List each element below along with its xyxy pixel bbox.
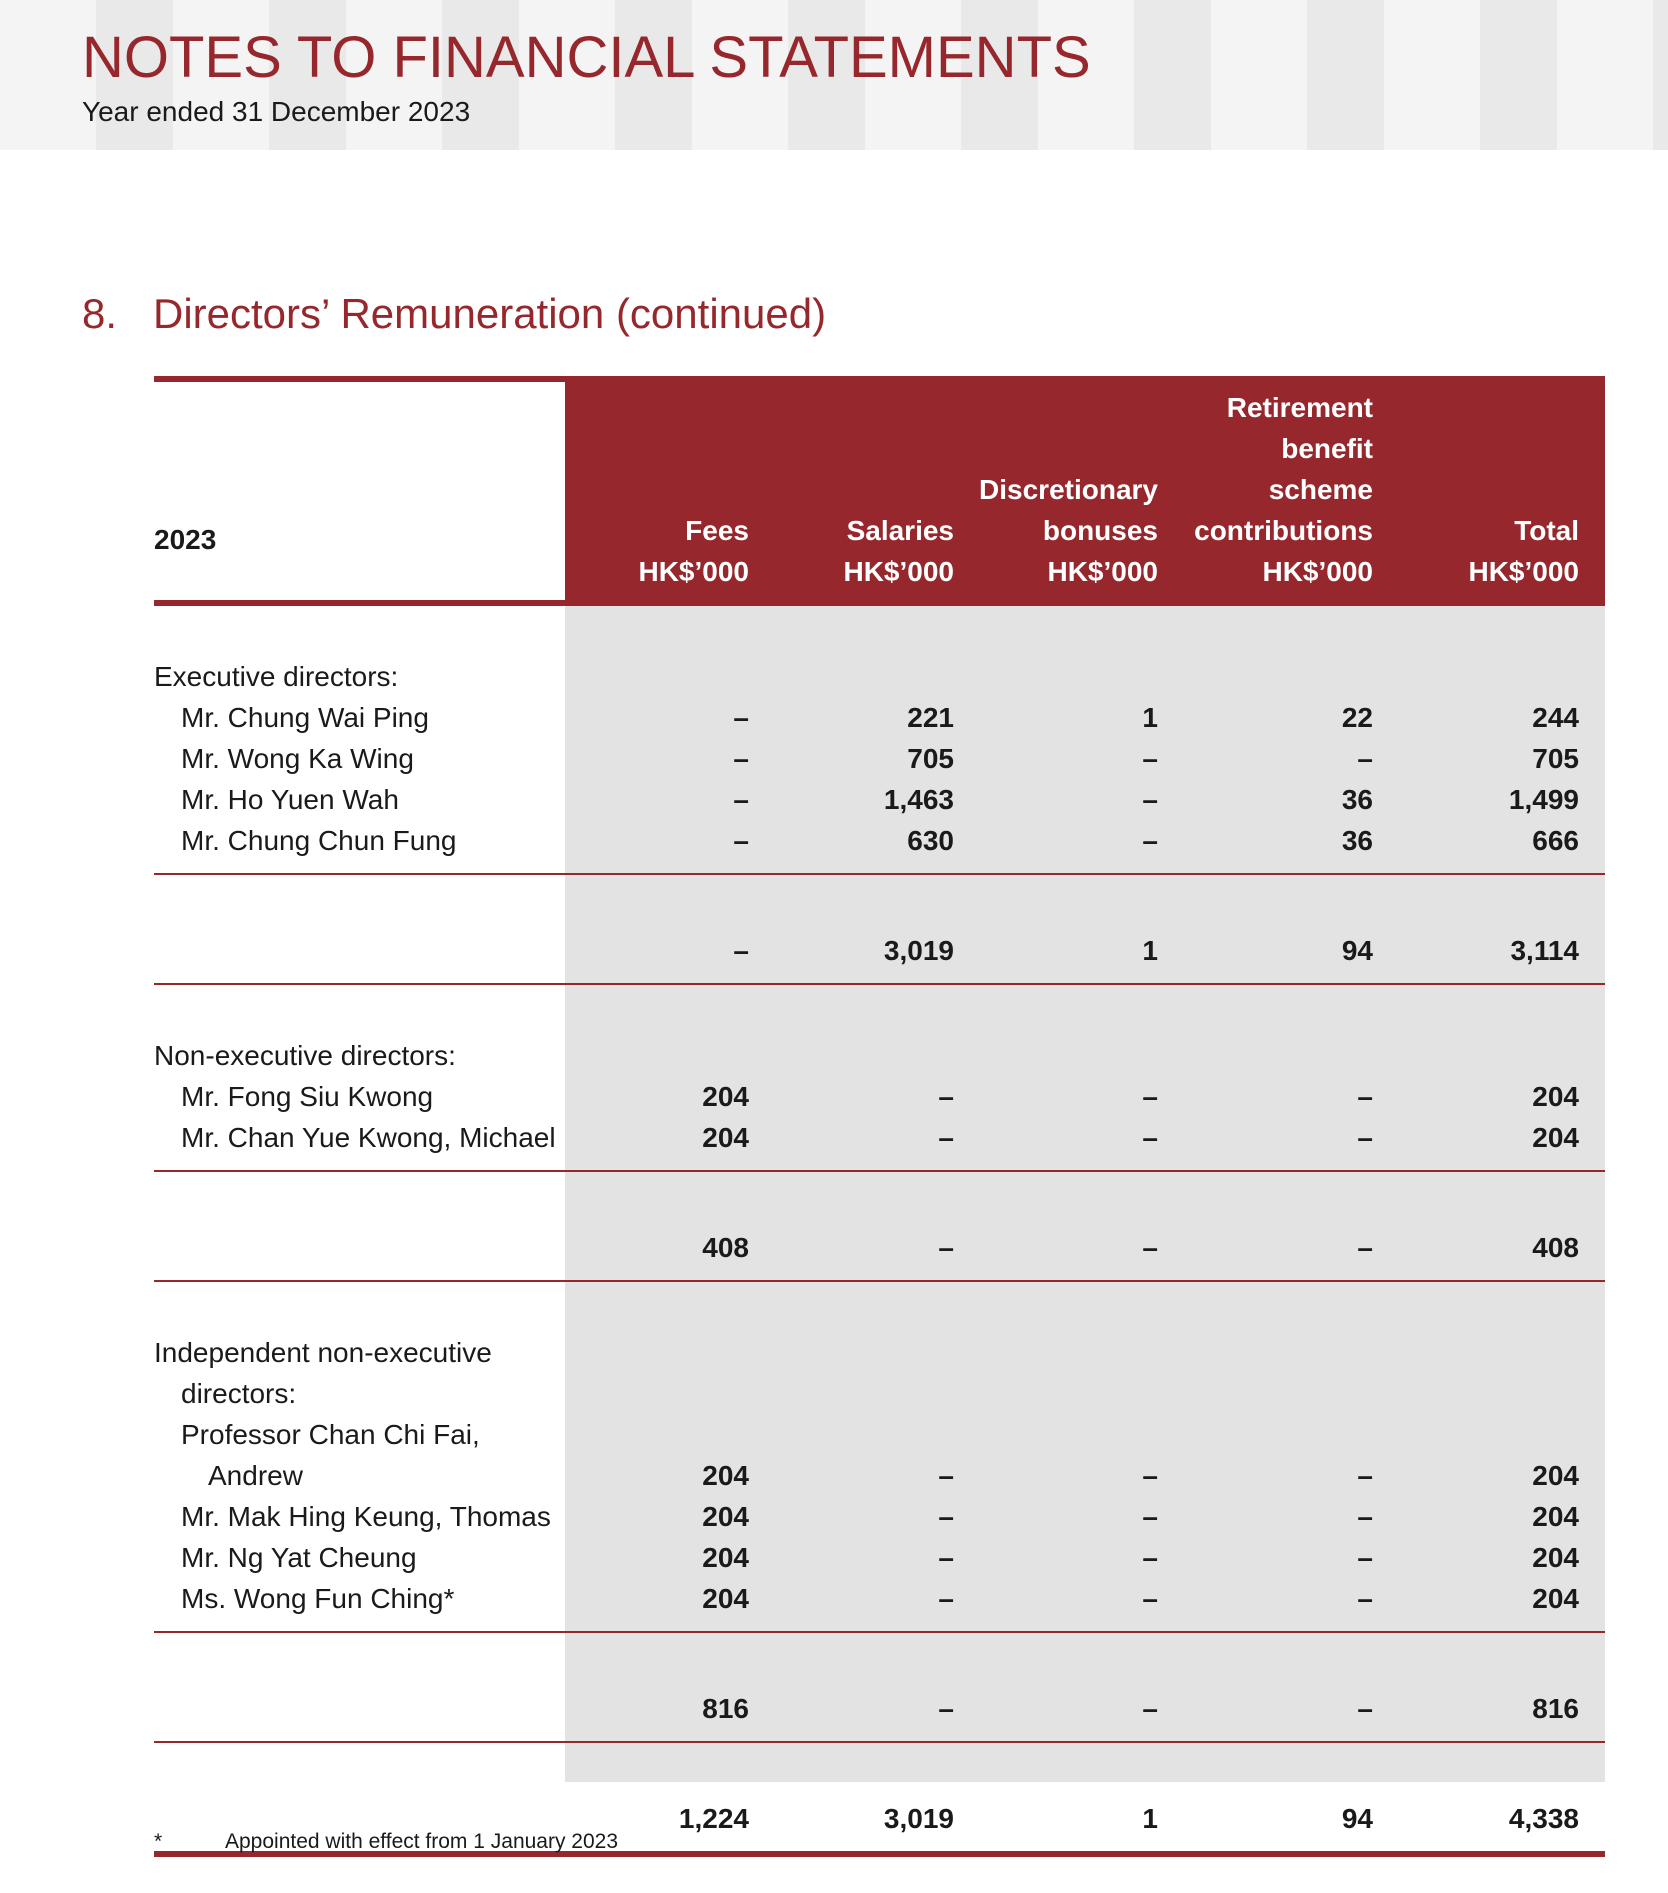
director-row [154,1076,1605,1117]
value-cell: – [733,784,749,815]
value-cell: 204 [702,1542,749,1573]
value-cell: – [1357,743,1373,774]
value-cell: 816 [702,1693,749,1724]
table-header [154,376,1605,606]
value-cell: – [1142,825,1158,856]
value-cell: – [1142,743,1158,774]
column-header-line: HK$’000 [638,556,749,587]
director-row [154,779,1605,820]
value-cell: 3,019 [883,935,954,966]
value-cell: – [938,1232,954,1263]
column-header-line: benefit [1281,433,1373,464]
value-cell: – [1142,1122,1158,1153]
spacer [154,971,1605,983]
value-cell: 204 [1532,1583,1579,1614]
value-cell: – [1142,1501,1158,1532]
value-cell: – [1142,1081,1158,1112]
group-label [154,1373,1605,1414]
spacer [154,1158,1605,1170]
spacer [154,1633,1605,1688]
table-year-label: 2023 [154,524,217,555]
column-header-salaries [843,510,954,592]
value-cell: – [938,1460,954,1491]
value-cell: – [938,1542,954,1573]
spacer [154,875,1605,930]
group-label [154,1332,1605,1373]
subtotal-row [154,1227,1605,1268]
value-cell: 204 [1532,1460,1579,1491]
value-cell: 705 [1532,743,1579,774]
value-cell: 705 [907,743,954,774]
column-header-line: Retirement [1226,392,1373,423]
spacer [154,861,1605,873]
value-cell: – [1357,1122,1373,1153]
value-cell: – [733,743,749,774]
value-cell: – [1357,1460,1373,1491]
value-cell: – [938,1583,954,1614]
value-cell: – [938,1501,954,1532]
column-header-bonuses [979,469,1158,592]
column-header-line: contributions [1194,515,1373,546]
director-row-text: Mr. Ng Yat Cheung [181,1542,417,1573]
director-row [154,738,1605,779]
value-cell: – [733,825,749,856]
spacer [154,985,1605,1035]
section-number: 8. [82,290,118,337]
value-cell: – [1357,1583,1373,1614]
spacer [154,1268,1605,1280]
value-cell: 204 [1532,1501,1579,1532]
director-row-text: Mr. Wong Ka Wing [181,743,414,774]
value-cell: 3,019 [883,1803,954,1834]
column-header-line: HK$’000 [1468,556,1579,587]
value-cell: 3,114 [1510,935,1579,966]
table-rule [154,1741,1605,1743]
director-row-text: Mr. Chan Yue Kwong, Michael [181,1122,556,1153]
column-header-line: Discretionary [979,474,1158,505]
value-cell: 1,224 [678,1803,749,1834]
value-cell: 630 [907,825,954,856]
director-row-text: Ms. Wong Fun Ching* [181,1583,455,1614]
spacer [154,1282,1605,1332]
group-label [154,656,1605,697]
director-row [154,697,1605,738]
column-header-fees [638,510,749,592]
value-cell: – [938,1122,954,1153]
value-cell: 4,338 [1508,1803,1579,1834]
value-cell: 204 [1532,1542,1579,1573]
value-cell: 816 [1532,1693,1579,1724]
column-header-line: scheme [1268,474,1373,505]
subtotal-row [154,1688,1605,1729]
value-cell: 204 [702,1460,749,1491]
group-label-text: directors: [181,1378,297,1409]
value-cell: 204 [1532,1081,1579,1112]
value-cell: 1 [1142,935,1158,966]
director-row-text: Mr. Mak Hing Keung, Thomas [181,1501,551,1532]
column-header-line: HK$’000 [843,556,954,587]
table-rule [154,983,1605,985]
director-row-text: Mr. Chung Chun Fung [181,825,457,856]
director-row-text: Professor Chan Chi Fai, [181,1419,480,1450]
value-cell: – [938,1693,954,1724]
value-cell: 204 [702,1081,749,1112]
director-row [154,1537,1605,1578]
table-rule [154,1280,1605,1282]
value-cell: – [1357,1542,1373,1573]
director-row-text: Mr. Ho Yuen Wah [181,784,399,815]
footnote [154,1830,618,1854]
director-row-text: Mr. Chung Wai Ping [181,702,429,733]
value-cell: – [1142,1460,1158,1491]
value-cell: – [1357,1081,1373,1112]
value-cell: 1,499 [1508,784,1579,815]
director-row-text: Andrew [208,1460,303,1491]
spacer [154,1743,1605,1798]
value-cell: 1 [1142,1803,1158,1834]
column-header-line: HK$’000 [1262,556,1373,587]
director-row [154,1578,1605,1619]
value-cell: 94 [1341,935,1373,966]
section-title: Directors’ Remuneration (continued) [153,290,827,337]
subtotal-row [154,930,1605,971]
value-cell: 1 [1142,702,1158,733]
footnote-mark: * [154,1830,163,1853]
value-cell: 244 [1532,702,1579,733]
director-row [154,1496,1605,1537]
value-cell: – [1357,1232,1373,1263]
value-cell: – [1142,1542,1158,1573]
value-cell: 204 [702,1501,749,1532]
value-cell: 204 [702,1583,749,1614]
value-cell: – [733,702,749,733]
director-row [154,1455,1605,1496]
table-rule [154,1631,1605,1633]
column-header-total [1468,510,1579,592]
value-cell: 666 [1532,825,1579,856]
group-label-text: Non-executive directors: [154,1040,456,1071]
value-cell: 1,463 [883,784,954,815]
value-cell: 204 [1532,1122,1579,1153]
column-header-line: Salaries [846,515,954,546]
value-cell: 94 [1341,1803,1373,1834]
spacer [154,1619,1605,1631]
document-title: NOTES TO FINANCIAL STATEMENTS [82,25,1091,90]
director-row-text: Mr. Fong Siu Kwong [181,1081,434,1112]
group-label-text: Executive directors: [154,661,399,692]
value-cell: – [938,1081,954,1112]
value-cell: – [1357,1693,1373,1724]
value-cell: – [1142,1693,1158,1724]
value-cell: – [733,935,749,966]
spacer [154,1729,1605,1741]
value-cell: – [1142,1583,1158,1614]
table-rule [154,1170,1605,1172]
column-header-line: Fees [685,515,749,546]
value-cell: 221 [907,702,954,733]
column-header-line: HK$’000 [1047,556,1158,587]
value-cell: 22 [1341,702,1373,733]
group-label-text: Independent non-executive [154,1337,492,1368]
column-header-line: bonuses [1042,515,1158,546]
column-header-line: Total [1514,515,1579,546]
director-row [154,820,1605,861]
director-row [154,1414,1605,1455]
value-cell: 36 [1341,784,1373,815]
document-subtitle: Year ended 31 December 2023 [82,96,471,127]
value-cell: – [1142,784,1158,815]
table-header-left [154,376,565,606]
group-label [154,1035,1605,1076]
footnote-text: Appointed with effect from 1 January 2023 [225,1830,619,1853]
director-row [154,1117,1605,1158]
value-cell: – [1142,1232,1158,1263]
value-cell: 408 [702,1232,749,1263]
section-heading [82,290,826,338]
table-body [154,606,1605,1857]
table-rule [154,873,1605,875]
value-cell: 408 [1532,1232,1579,1263]
spacer [154,606,1605,656]
spacer [154,1172,1605,1227]
column-header-retirement [1194,387,1373,592]
value-cell: 204 [702,1122,749,1153]
value-cell: – [1357,1501,1373,1532]
remuneration-table [154,376,1605,1857]
value-cell: 36 [1341,825,1373,856]
